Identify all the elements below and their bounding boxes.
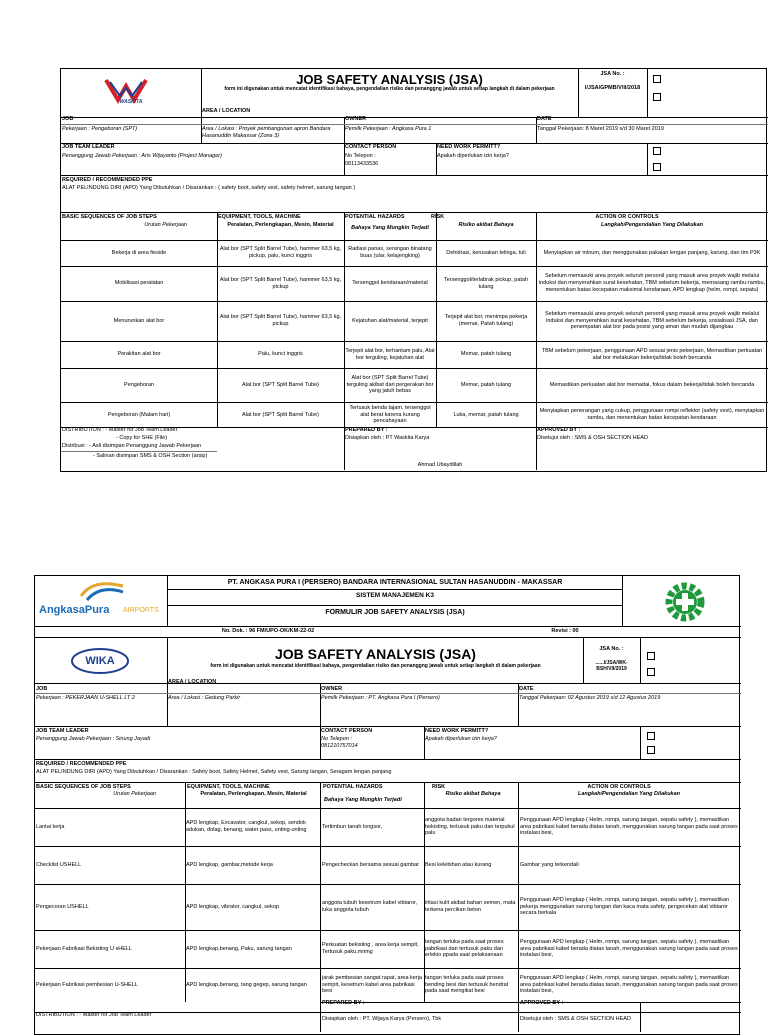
job-label-2: JOB (36, 686, 48, 692)
col-header-equipment: EQUIPMENT, TOOLS, MACHINE (218, 214, 301, 220)
col-header-equipment-2: EQUIPMENT, TOOLS, MACHINE (187, 784, 270, 790)
col-header-action: ACTION OR CONTROLS (595, 214, 659, 220)
action-cell: Memastikan perkuatan alat bor memadai, fokus dalam bekerja/tidak boleh bercanda (549, 381, 755, 388)
step-cell: Perakitan alat bor (117, 351, 161, 358)
area-label: AREA / LOCATION (202, 108, 251, 114)
action-cell: Sebelum memasuki area proyek seluruh personil yang masuk area proyek wajib melalui induksi dan menyerahkan surat kesehatan, TBM sebelum bekerja, memasang rambu-rambu, menentukan batas kecepatan maksimal kendaraan, APD lengkap (helm, rompi, sepatu) (538, 273, 766, 293)
risk-cell: tangan terluka pada saat proses pabrikasi dan tertusuk paku dan erlekio ppada saat pelaksanaan (425, 938, 504, 959)
step-cell: Pengeboran (Malam hari) (107, 411, 171, 418)
col-header-equipment-sub: Peralatan, Perlengkapan, Mesin, Material (227, 222, 334, 228)
prepared-name: Ahmad Ubaydillah (417, 462, 463, 468)
contact-phone-2: 081210757014 (321, 743, 358, 749)
hazard-cell: Alat bor (SPT Split Barrel Tube) terguling akibat dari pergerakan bor yang jatuh bebas (346, 374, 434, 395)
step-cell: Pekerjaan Fabrikasi pembesian U-SHELL (36, 981, 138, 988)
prepared-label: PREPARED BY : (345, 427, 388, 433)
step-cell: Lantai kerja (36, 823, 65, 830)
date-label: DATE (537, 116, 552, 122)
hazard-cell: Radiasi panas, serangan binatang buas (ular, kelajengking) (348, 246, 432, 259)
area-value-2: Area / Lokasi : Gedung Parkir (168, 695, 241, 701)
col-header-steps-sub-2: Urutan Pekerjaan (113, 791, 156, 797)
distribution-label: DISTRIBUTION : - Master for Job Team Leader (62, 427, 178, 433)
col-header-hazards: POTENTIAL HAZARDS (345, 214, 405, 220)
airports-text: AIRPORTS (123, 607, 159, 614)
approved-value: Disetujui oleh : SMS & OSH SECTION HEAD (537, 435, 648, 441)
risk-cell: iritasi kulit akibat bahan semen, mata terkena percikan beton (425, 900, 516, 913)
waskita-logo (76, 74, 186, 114)
owner-label: OWNER (345, 116, 367, 122)
col-header-action-sub: Langkah/Pengendalian Yang Dilakukan (600, 222, 704, 228)
equipment-cell: Palu, kunci inggris (258, 351, 303, 358)
equipment-cell: APD lengkap, vibrator, cangkul, sekop (186, 903, 279, 910)
action-cell: Menyiapkan penerangan yang cukup, penggunaan rompi reflektor (safety vest), menyiapkan rambu, dan menentukan batas kecepatan kendaraan (539, 408, 765, 421)
permit-yes-checkbox[interactable] (647, 732, 655, 740)
ppe-label: REQUIRED / RECOMMENDED PPE (62, 177, 153, 183)
ppe-label-2: REQUIRED / RECOMMENDED PPE (36, 761, 127, 767)
step-cell: Pekerjaan Fabrikasi Bekisting U sHELL (36, 945, 132, 952)
prepared-value: Disiapkan oleh : PT Waskita Karya (345, 435, 430, 441)
distribution-item: - Copy for SHE (File) (116, 435, 168, 441)
distribution-item: - Salinan disimpan SMS & OSH Section (arsip) (93, 453, 208, 459)
leader-value-2: Penanggung Jawab Pekerjaan : Sinung Jayadi (36, 736, 151, 742)
hazard-cell: Perkuatan bekisting , area kerja sempit, Tertusuk paku,miring (322, 942, 419, 955)
permit-value: Apakah diperlukan izin kerja? (437, 153, 509, 159)
jsa-no-value-2: ......I/JSA/WK-BSH/VII/2019 (595, 660, 628, 673)
jsa-subtitle: form ini digunakan untuk mencatat identifikasi bahaya, pengendalian risiko dan penanggng jawab untuk setiap langkah di dalam pekerjaan (224, 86, 555, 92)
checkbox[interactable] (653, 75, 661, 83)
action-cell: Gambar yang terkendali (520, 861, 579, 868)
equipment-cell: APD lengkap, Excavator, cangkul, sekop, sendok adukan, dolag, benang, water pass, unting-unting (186, 820, 307, 833)
col-header-steps-2: BASIC SEQUENCES OF JOB STEPS (36, 784, 131, 790)
col-header-action-2: ACTION OR CONTROLS (587, 784, 651, 790)
permit-no-checkbox[interactable] (653, 163, 661, 171)
contact-value: No Telepon : (345, 153, 376, 159)
checkbox[interactable] (653, 93, 661, 101)
risk-cell: Dehidrasi, kerusakan telinga, tuli (446, 249, 526, 256)
equipment-cell: Alat bor (SPT Split Barrel Tube), hammer 63,5 kg, pickup (219, 314, 342, 327)
wika-logo (70, 648, 130, 674)
jsa-form-angkasa-pura (34, 575, 740, 1035)
owner-value-2: Pemilk Pekerjaan : PT. Angkasa Pura I (Persero) (321, 695, 440, 701)
date-label-2: DATE (519, 686, 534, 692)
company-name: PT. ANGKASA PURA I (PERSERO) BANDARA INTERNASIONAL SULTAN HASANUDDIN - MAKASSAR (227, 579, 563, 586)
approved-label: APPROVED BY : (537, 427, 581, 433)
jsa-form-waskita (60, 68, 767, 472)
risk-cell: Besi kelebihan atau kurang (425, 861, 492, 868)
jsa-no-label: JSA No. : (600, 71, 625, 77)
col-header-risk-sub-2: Risiko akibat Bahaya (445, 791, 501, 797)
wika-text: WIKA (85, 655, 115, 667)
leader-value: Penanggung Jawab Pekerjaan : Aris Wijayanto (Project Manager) (62, 153, 222, 159)
col-header-risk-sub: Risiko akibat Bahaya (458, 222, 514, 228)
hazard-cell: Tertimbun tanah longsor, (322, 823, 383, 830)
col-header-risk: RISK (431, 214, 445, 220)
checkbox[interactable] (647, 652, 655, 660)
leader-label: JOB TEAM LEADER (62, 144, 115, 150)
risk-cell: Memar, patah tulang (460, 381, 512, 388)
owner-value: Pemilk Pekerjaan : Angkasa Pura 1 (345, 126, 432, 132)
step-cell: Menurunkan alat bor (113, 317, 165, 324)
action-cell: Penggunaan APD lengkap ( Helm, rompi, sarung tangan, sepatu safety ), memastikan area pabrikasi kabel berada diatas tanah, menggunakan sarung tangan pada saat proses instalasi besi, (520, 816, 738, 837)
job-value: Pekerjaan : Pengeboran (SPT) (62, 126, 138, 132)
hazard-cell: Kejatuhan alat/material, terjepit (352, 317, 428, 324)
step-cell: Checklist USHELL (36, 861, 82, 868)
approved-value-2: Disetujui oleh : SMS & OSH SECTION HEAD (520, 1016, 631, 1022)
col-header-steps-sub: Urutan Pekerjaan (144, 222, 187, 228)
risk-cell: anggota badan tergores material bekisting, tertusuk paku dan terpukul palu (425, 816, 515, 837)
system-name: SISTEM MANAJEMEN K3 (355, 592, 434, 599)
permit-value-2: Apakah diperlukan izin kerja? (425, 736, 497, 742)
k3-gear-icon (663, 580, 707, 624)
risk-cell: Terjepit alat bor, menimpa pekerja (memar, Patah tulang) (444, 314, 528, 327)
prepared-label-2: PREPARED BY : (322, 1000, 365, 1006)
permit-label: NEED WORK PERMITT? (437, 144, 501, 150)
risk-cell: tangan terluka pada saat proses bending besi dan tertusuk bendrat pada saat mengikat besi (425, 974, 509, 995)
hazard-cell: jarak pembesian sangat rapat, area kerja sempit, kesetrum kabel area pabrikasi besi (322, 974, 422, 995)
col-header-hazards-2: POTENTIAL HAZARDS (323, 784, 383, 790)
col-header-steps: BASIC SEQUENCES OF JOB STEPS (62, 214, 157, 220)
col-header-action-sub-2: Langkah/Pengendalian Yang Dilakukan (577, 791, 681, 797)
col-header-equipment-sub-2: Peralatan, Perlengkapan, Mesin, Material (200, 791, 307, 797)
risk-cell: Luka, memar, patah tulang (453, 411, 519, 418)
permit-yes-checkbox[interactable] (653, 147, 661, 155)
permit-no-checkbox[interactable] (647, 746, 655, 754)
col-header-hazards-sub-2: Bahaya Yang Mungkin Terjadi (324, 797, 402, 803)
form-title: FORMULIR JOB SAFETY ANALYSIS (JSA) (325, 609, 465, 616)
contact-phone: 08113433536 (345, 161, 379, 167)
action-cell: Sebelum memasuki area proyek seluruh personil yang masuk area proyek wajib melalui induksi dan menyerahkan surat kesehatan, TBM sebelum bekerja, sosialisasi JSA, dan penempatan alat bor pada posisi yang aman dan mudah dijangkau (545, 310, 759, 331)
revision: Revisi : 00 (551, 628, 579, 634)
ppe-value-2: ALAT PELINDUNG DIRI (APD) Yang Dibutuhkan / Disarankan : Safety boot, Safety Helmet, Safety vest, Sarung tangan, Seragam lengan panjang (36, 769, 392, 775)
jsa-no-label-2: JSA No. : (599, 646, 624, 652)
action-cell: TBM sebelum pekerjaan, penggunaan APD sesuai jenis pekerjaan, Memastikan perkuatan alat bor melakukan bekerja/tidak boleh bercanda (541, 347, 763, 361)
jsa-no-value: I/JSA/GPMB/V/II/2018 (584, 85, 641, 91)
owner-label-2: OWNER (321, 686, 343, 692)
equipment-cell: Alat bor (SPT Split Barrel Tube), hammer 63,5 kg, pickup (219, 276, 342, 290)
waskita-brand-text: WASKITA (119, 99, 143, 105)
step-cell: Bekerja di area fieside (111, 249, 167, 256)
distribution-label-2: DISTRIBUTION : - Master for Job Team Leader (36, 1012, 152, 1018)
waskita-logo-mark (76, 74, 186, 114)
k3-logo (635, 580, 735, 624)
action-cell: Penggunaan APD lengkap ( Helm, rompi, sarung tangan, sepatu safety ), memastikan area pabrikasi kabel berada diatas tanah, menggunakan sarung tangan pada saat proses instalasi besi, (520, 938, 738, 959)
action-cell: Menyiapkan air minum, dan menggunakan pakaian lengan panjang, karung, dan tim P3K (543, 249, 761, 256)
ppe-value: ALAT PELINDUNG DIRI (APD) Yang Dibutuhkan / Disarankan : ( safety boot, safety vest, safety helmet, sarung tangan ) (62, 185, 356, 191)
area-label-2: AREA / LOCATION (168, 679, 217, 685)
action-cell: Penggunaan APD lengkap ( Helm, rompi, sarung tangan, sepatu safety ), memastikan pekerja menggunakan sarung tangan dan kaca mata safety, pengecekan alat vibtaror secara berkala (520, 896, 730, 917)
hazard-cell: Pengecheckan bersama sesuai gambar (322, 861, 419, 868)
col-header-hazards-sub: Bahaya Yang Mungkin Terjadi (351, 225, 429, 231)
hazard-cell: Terjepit alat bor, terhantam palu, Alat bor terguling, kejatuhan alat (345, 347, 435, 361)
step-cell: Pengecoran USHELL (36, 903, 89, 910)
risk-cell: Memar, patah tulang (460, 351, 512, 358)
hazard-cell: anggota tubuh kesetrum kabel vibtaror, luka anggota tubuh (322, 900, 418, 913)
jsa-subtitle-2: form ini digunakan untuk mencatat identifikasi bahaya, pengendalian risiko dan penanggng jawab untuk setiap langkah di dalam pekerjaan (210, 663, 541, 669)
equipment-cell: APD lengkap,benang, tang gegep, sarung tangan (186, 981, 307, 988)
angkasa-pura-logo-mark (77, 580, 127, 602)
equipment-cell: Alat bor (SPT Split Barrel Tube), hammer 63,5 kg, pickup, palu, kunci inggris (219, 246, 342, 259)
step-cell: Mobilisasi peralatan (114, 280, 164, 287)
prepared-value-2: Disiapkan oleh : PT. Wijaya Karya (Persero), Tbk (322, 1016, 442, 1022)
equipment-cell: Alat bor (SPT Split Barrel Tube) (242, 411, 319, 418)
angkasa-pura-text: AngkasaPura (39, 604, 110, 616)
jsa-title: JOB SAFETY ANALYSIS (JSA) (296, 72, 483, 87)
approved-label-2: APPROVED BY : (520, 1000, 564, 1006)
checkbox[interactable] (647, 668, 655, 676)
contact-label-2: CONTACT PERSON (321, 728, 373, 734)
job-label: JOB (62, 116, 74, 122)
equipment-cell: Alat bor (SPT Split Barrel Tube) (242, 381, 319, 388)
job-value-2: Pekerjaan : PEKERJAAN U-SHELL LT 2 (36, 695, 135, 701)
jsa-title-2: JOB SAFETY ANALYSIS (JSA) (275, 646, 476, 662)
doc-number: No. Dok. : 96 FM/UPO-OK/KM-22-02 (221, 628, 315, 634)
date-value: Tanggal Pekerjaan: 8 Maret 2019 s/d 30 Maret 2019 (537, 126, 664, 132)
angkasa-pura-logo (39, 580, 165, 624)
equipment-cell: APD lengkap,benang, Paku, sarung tangan (186, 945, 292, 952)
hazard-cell: Tersenggol kendaraan/material (352, 280, 428, 287)
risk-cell: Tersenggol/terlabrak pickup, patah tulang (443, 276, 529, 290)
contact-label: CONTACT PERSON (345, 144, 397, 150)
hazard-cell: Tertusuk benda tajam, tersenggol alat berat karena kurang pencahayaan (349, 404, 431, 425)
step-cell: Pengeboran (124, 381, 154, 388)
distribution-item: Distribusi : - Asli disimpan Penanggung Jawab Pekerjaan (62, 443, 202, 449)
contact-value-2: No Telepon : (321, 736, 352, 742)
area-value: Area / Lokasi : Proyek pembangunan apron Bandara Hasanuddin Makassar (Zona 3) (202, 126, 331, 139)
date-value-2: Tanggal Pekerjaan: 02 Agustus 2019 s/d 12 Agustus 2019 (519, 695, 661, 701)
leader-label-2: JOB TEAM LEADER (36, 728, 89, 734)
permit-label-2: NEED WORK PERMITT? (425, 728, 489, 734)
action-cell: Penggunaan APD lengkap ( Helm, rompi, sarung tangan, sepatu safety ), memastikan area pabrikasi kabel berada diatas tanah, menggunakan sarung tangan pada saat proses instalasi besi, (520, 974, 738, 995)
col-header-risk-2: RISK (432, 784, 446, 790)
equipment-cell: APD lengkap, gambar,metode kerja (186, 861, 273, 868)
